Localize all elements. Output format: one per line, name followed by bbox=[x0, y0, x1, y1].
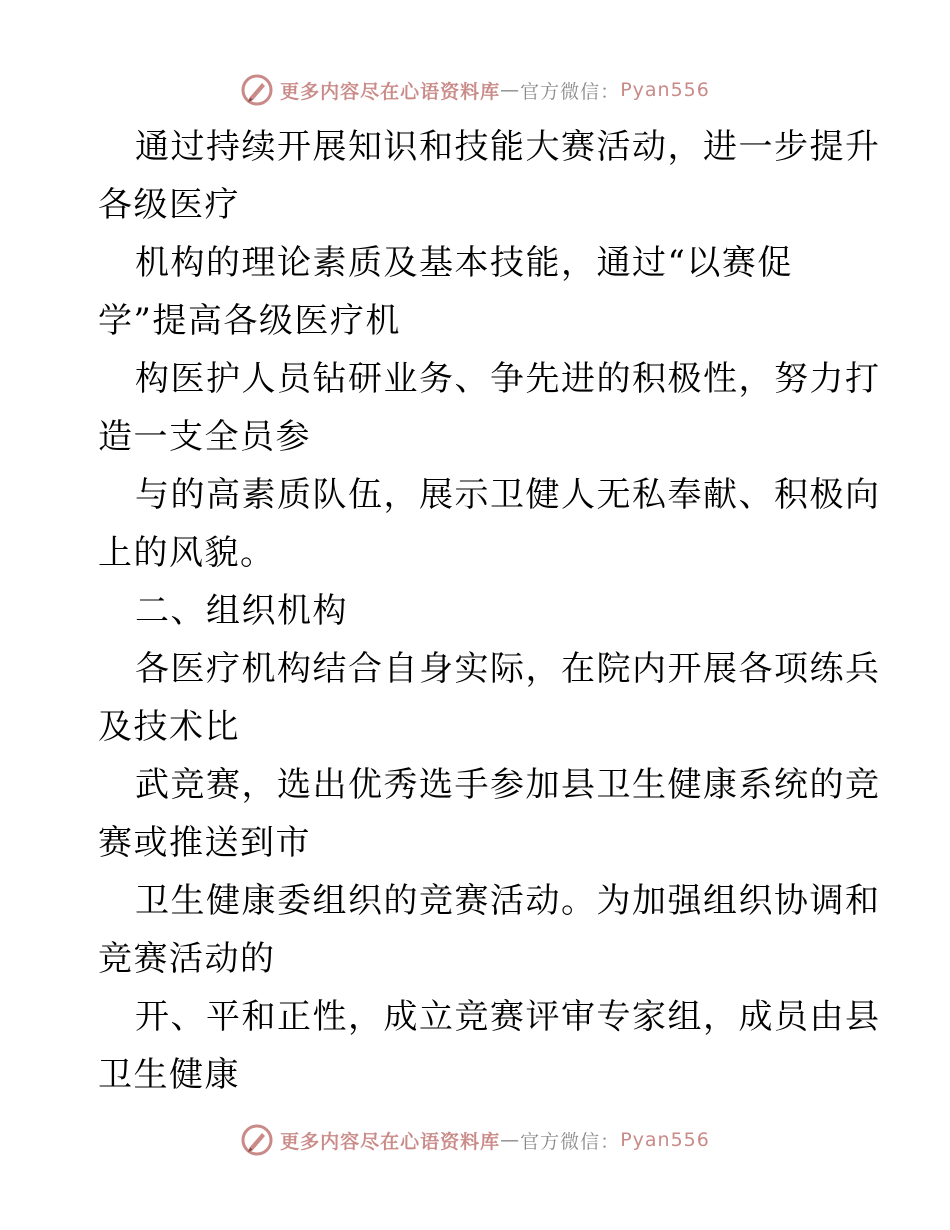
paragraph-line: 赛或推送到市 bbox=[98, 823, 311, 863]
watermark-wechat-id: Pyan556 bbox=[620, 1129, 710, 1151]
paragraph-line: 及技术比 bbox=[98, 707, 240, 747]
paragraph-line: 机构的理论素质及基本技能，通过“以赛促 bbox=[135, 243, 793, 283]
watermark-brand: 更多内容尽在心语资料库 bbox=[280, 1130, 501, 1153]
paragraph-line: 造一支全员参 bbox=[98, 417, 311, 457]
paragraph-line: 武竞赛，选出优秀选手参加县卫生健康系统的竞 bbox=[135, 765, 881, 805]
paragraph-line: 各级医疗 bbox=[98, 185, 240, 225]
paragraph-line: 竞赛活动的 bbox=[98, 939, 276, 979]
footer-watermark bbox=[0, 1120, 950, 1160]
section-heading: 二、组织机构 bbox=[135, 591, 348, 631]
paragraph-line: 开、平和正性，成立竞赛评审专家组，成员由县 bbox=[135, 997, 881, 1037]
watermark-brand: 更多内容尽在心语资料库 bbox=[280, 80, 501, 103]
watermark-wechat-id: Pyan556 bbox=[620, 79, 710, 101]
pen-logo-icon bbox=[240, 73, 274, 107]
paragraph-line: 与的高素质队伍，展示卫健人无私奉献、积极向 bbox=[135, 475, 881, 515]
pen-logo-icon bbox=[240, 1123, 274, 1157]
watermark-dash: — bbox=[500, 79, 521, 101]
watermark-label: 官方微信： bbox=[520, 1130, 621, 1153]
paragraph-line: 各医疗机构结合自身实际，在院内开展各项练兵 bbox=[135, 649, 881, 689]
paragraph-line: 卫生健康委组织的竞赛活动。为加强组织协调和 bbox=[135, 881, 881, 921]
paragraph-line: 学”提高各级医疗机 bbox=[98, 301, 401, 341]
paragraph-line: 构医护人员钻研业务、争先进的积极性，努力打 bbox=[135, 359, 881, 399]
watermark-dash: — bbox=[500, 1129, 521, 1151]
document-body bbox=[98, 118, 881, 1104]
paragraph-line: 通过持续开展知识和技能大赛活动，进一步提升 bbox=[135, 127, 881, 167]
header-watermark bbox=[0, 70, 950, 110]
paragraph-line: 上的风貌。 bbox=[98, 533, 276, 573]
watermark-label: 官方微信： bbox=[520, 80, 621, 103]
paragraph-line: 卫生健康 bbox=[98, 1055, 240, 1095]
